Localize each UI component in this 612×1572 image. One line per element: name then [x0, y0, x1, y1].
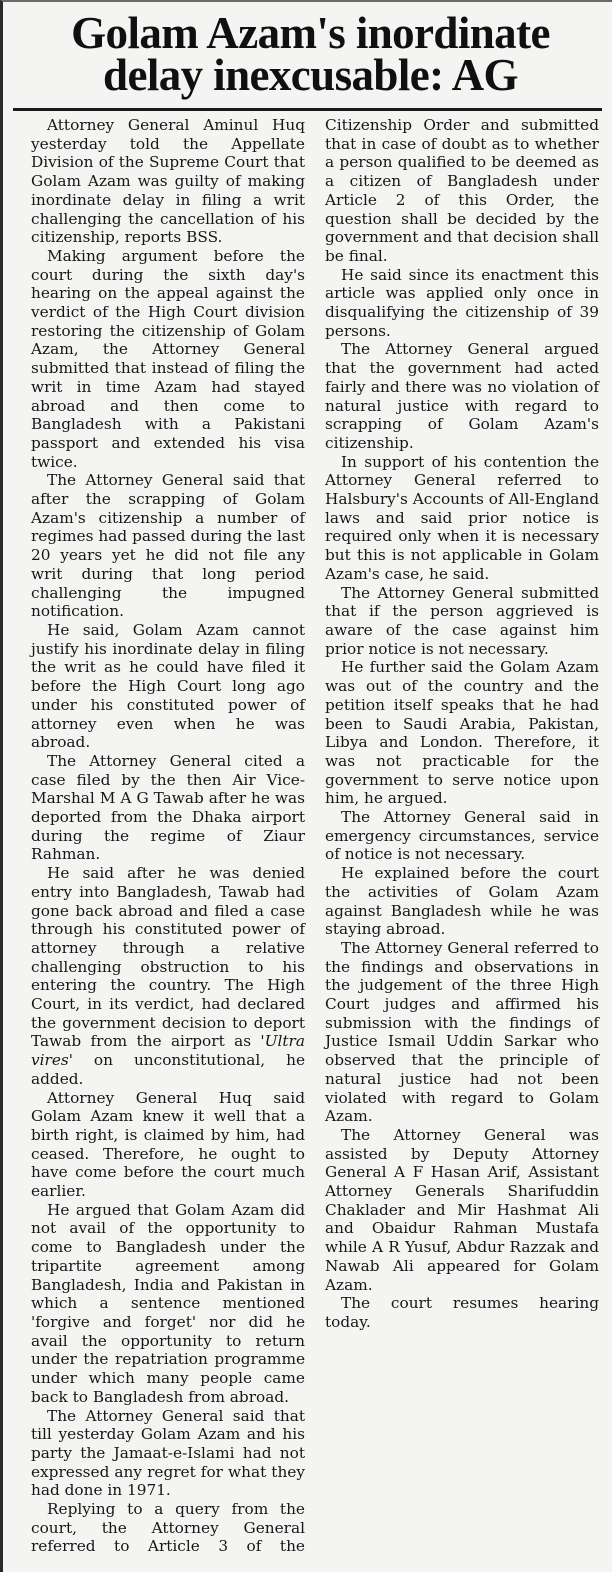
article-paragraph: The court resumes hearing today. [325, 1294, 599, 1331]
ultra-vires-italic: 'Ultra vires' [31, 1032, 305, 1070]
article-paragraph: The Attorney General cited a case filed by the then Air Vice-Marshal M A G Tawab after he was deported from the Dhaka airport during the regime of Ziaur Rahman. [31, 751, 305, 864]
article-paragraph: Attorney General Huq said Golam Azam knew it well that a birth right, is claimed by him, had ceased. Therefore, he ought to have come before the court much earlier. [31, 1088, 305, 1201]
headline-line-1: Golam Azam's inordinate [71, 8, 550, 58]
article-paragraph: Replying to a query from the court, the Attorney General referred to Article 3 of the Citizenship Order and submitted that in case of doubt as to whether a person qualified to be deemed as a citizen of Bangladesh under Article 2 of this Order, the question shall be decided by the government and that decision shall be final. [31, 116, 599, 1556]
tawab-text: He said after he was denied entry into Bangladesh, Tawab had gone back abroad and filed a case through his constituted power of attorney through a relative challenging obstruction to his entering the country. The High Court, in its verdict, had declared the government decision to deport Tawab from the airport as [31, 864, 305, 1051]
article-paragraph: He argued that Golam Azam did not avail of the opportunity to come to Bangladesh under the tripartite agreement among Bangladesh, India and Pakistan in which a sentence mentioned 'forgive and forget' nor did he avail the opportunity to return under the repatriation programme under which many people came back to Bangladesh from abroad. [31, 1200, 305, 1406]
article-paragraph-tawab [31, 864, 305, 1088]
article-paragraph: He further said the Golam Azam was out of the country and the petition itself speaks that he had been to Saudi Arabia, Pakistan, Libya and London. Therefore, it was not practicable for the government to serve notice upon him, he argued. [325, 658, 599, 808]
article-paragraph: The Attorney General said that till yesterday Golam Azam and his party the Jamaat-e-Islami had not expressed any regret for what they had done in 1971. [31, 1406, 305, 1500]
headline-line-2: delay inexcusable: AG [103, 50, 518, 100]
headline [3, 2, 612, 100]
article-paragraph: He said, Golam Azam cannot justify his inordinate delay in filing the writ as he could have filed it before the High Court long ago under his constituted power of attorney even when he was abroad. [31, 620, 305, 752]
article-paragraph: He said since its enactment this article was applied only once in disqualifying the citizenship of 39 persons. [325, 265, 599, 340]
article-paragraph: Making argument before the court during the sixth day's hearing on the appeal against the verdict of the High Court division restoring the citizenship of Golam Azam, the Attorney General submitted that instead of filing the writ in time Azam had stayed abroad and then come to Bangladesh with a Pakistani passport and extended his visa twice. [31, 246, 305, 471]
article-paragraph: He explained before the court the activities of Golam Azam against Bangladesh while he was staying abroad. [325, 864, 599, 939]
article-paragraph: The Attorney General was assisted by Deputy Attorney General A F Hasan Arif, Assistant Attorney Generals Sharifuddin Chaklader and Mir Hashmat Ali and Obaidur Rahman Mustafa while A R Yusuf, Abdur Razzak and Nawab Ali appeared for Golam Azam. [325, 1125, 599, 1294]
article-paragraph: The Attorney General said that after the scrapping of Golam Azam's citizenship a number of regimes had passed during the last 20 years yet he did not file any writ during that long period challenging the impugned notification. [31, 471, 305, 621]
article-paragraph: In support of his contention the Attorney General referred to Halsbury's Accounts of All-England laws and said prior notice is required only when it is necessary but this is not applicable in Golam Azam's case, he said. [325, 452, 599, 583]
article-paragraph: The Attorney General referred to the findings and observations in the judgement of the three High Court judges and affirmed his submission with the findings of Justice Ismail Uddin Sarkar who observed that the principle of natural justice had not been violated with regard to Golam Azam. [325, 938, 599, 1126]
article-paragraph: The Attorney General argued that the government had acted fairly and there was no violation of natural justice with regard to scrapping of Golam Azam's citizenship. [325, 340, 599, 452]
article-paragraph: The Attorney General said in emergency circumstances, service of notice is not necessary. [325, 808, 599, 864]
article-body [31, 116, 599, 1566]
headline-rule [13, 108, 602, 111]
article-paragraph: The Attorney General submitted that if the person aggrieved is aware of the case against him prior notice is not necessary. [325, 583, 599, 658]
article-paragraph: Attorney General Aminul Huq yesterday told the Appellate Division of the Supreme Court that Golam Azam was guilty of making inordinate delay in filing a writ challenging the cancellation of his citizenship, reports BSS. [31, 116, 305, 247]
tawab-tail: on unconstitutional, he added. [31, 1051, 305, 1088]
